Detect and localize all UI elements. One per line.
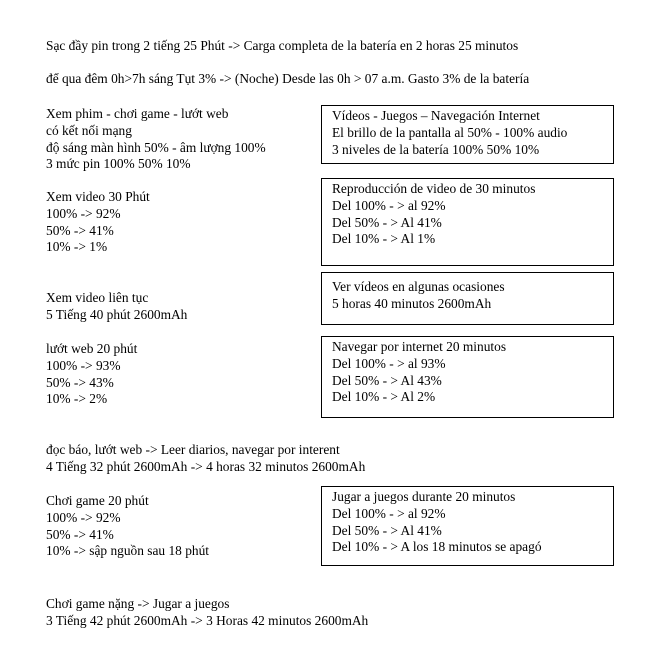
text-line: Navegar por internet 20 minutos <box>332 339 507 354</box>
video-30-vi <box>46 189 150 256</box>
intro-line-charge: Sạc đầy pin trong 2 tiếng 25 Phút -> Carga completa de la batería en 2 horas 25 minutos <box>46 38 519 53</box>
text-line: 3 niveles de la batería 100% 50% 10% <box>332 141 540 157</box>
heavy-game-line-duration: 3 Tiếng 42 phút 2600mAh -> 3 Horas 42 minutos 2600mAh <box>46 613 369 628</box>
test-conditions-vi <box>46 106 266 173</box>
text-line: Chơi game 20 phút <box>46 493 149 508</box>
text-line: 100% -> 92% <box>46 205 121 221</box>
text-line: Jugar a juegos durante 20 minutos <box>332 489 516 504</box>
text-line: 100% -> 92% <box>46 509 121 525</box>
text-line: Del 10% - > A los 18 minutos se apagó <box>332 539 542 555</box>
text-line: 50% -> 41% <box>46 222 114 238</box>
text-line: có kết nối mạng <box>46 122 132 138</box>
text-line: 50% -> 43% <box>46 374 114 390</box>
text-line: Vídeos - Juegos – Navegación Internet <box>332 108 540 123</box>
text-line: 5 Tiếng 40 phút 2600mAh <box>46 306 188 322</box>
text-line: 10% -> 1% <box>46 239 108 255</box>
test-conditions-es-box <box>321 105 614 164</box>
video-30-es-box <box>321 178 614 266</box>
text-line: Del 10% - > Al 1% <box>332 231 436 247</box>
text-line: Del 100% - > al 92% <box>332 505 446 521</box>
text-line: 100% -> 93% <box>46 357 121 373</box>
intro-line-overnight: để qua đêm 0h>7h sáng Tụt 3% -> (Noche) Desde las 0h > 07 a.m. Gasto 3% de la batería <box>46 71 530 86</box>
text-line: 10% -> 2% <box>46 391 108 407</box>
text-line: độ sáng màn hình 50% - âm lượng 100% <box>46 139 266 155</box>
text-line: Reproducción de video de 30 minutos <box>332 181 536 196</box>
text-line: Xem video 30 Phút <box>46 189 150 204</box>
text-line: Xem video liên tục <box>46 290 149 305</box>
text-line: 5 horas 40 minutos 2600mAh <box>332 295 492 311</box>
text-line: Del 100% - > al 92% <box>332 197 446 213</box>
text-line: Del 50% - > Al 43% <box>332 372 442 388</box>
web-20-es-box <box>321 336 614 418</box>
text-line: 10% -> sập nguồn sau 18 phút <box>46 543 210 559</box>
text-line: Del 50% - > Al 41% <box>332 214 442 230</box>
video-continuous-es-box <box>321 272 614 325</box>
text-line: 50% -> 41% <box>46 526 114 542</box>
web-20-vi <box>46 341 137 408</box>
text-line: Del 10% - > Al 2% <box>332 389 436 405</box>
text-line: lướt web 20 phút <box>46 341 138 356</box>
game-20-es-box <box>321 486 614 566</box>
video-continuous-vi <box>46 290 187 324</box>
text-line: 3 mức pin 100% 50% 10% <box>46 156 191 172</box>
text-line: Ver vídeos en algunas ocasiones <box>332 279 505 294</box>
heavy-game-line-title: Chơi game nặng -> Jugar a juegos <box>46 596 230 611</box>
text-line: Del 50% - > Al 41% <box>332 522 442 538</box>
text-line: Xem phim - chơi game - lướt web <box>46 106 229 121</box>
reading-line-title: đọc báo, lướt web -> Leer diarios, navegar por interent <box>46 442 340 457</box>
text-line: Del 100% - > al 93% <box>332 355 446 371</box>
text-line: El brillo de la pantalla al 50% - 100% audio <box>332 124 568 140</box>
reading-line-duration: 4 Tiếng 32 phút 2600mAh -> 4 horas 32 minutos 2600mAh <box>46 459 366 474</box>
game-20-vi <box>46 493 209 560</box>
